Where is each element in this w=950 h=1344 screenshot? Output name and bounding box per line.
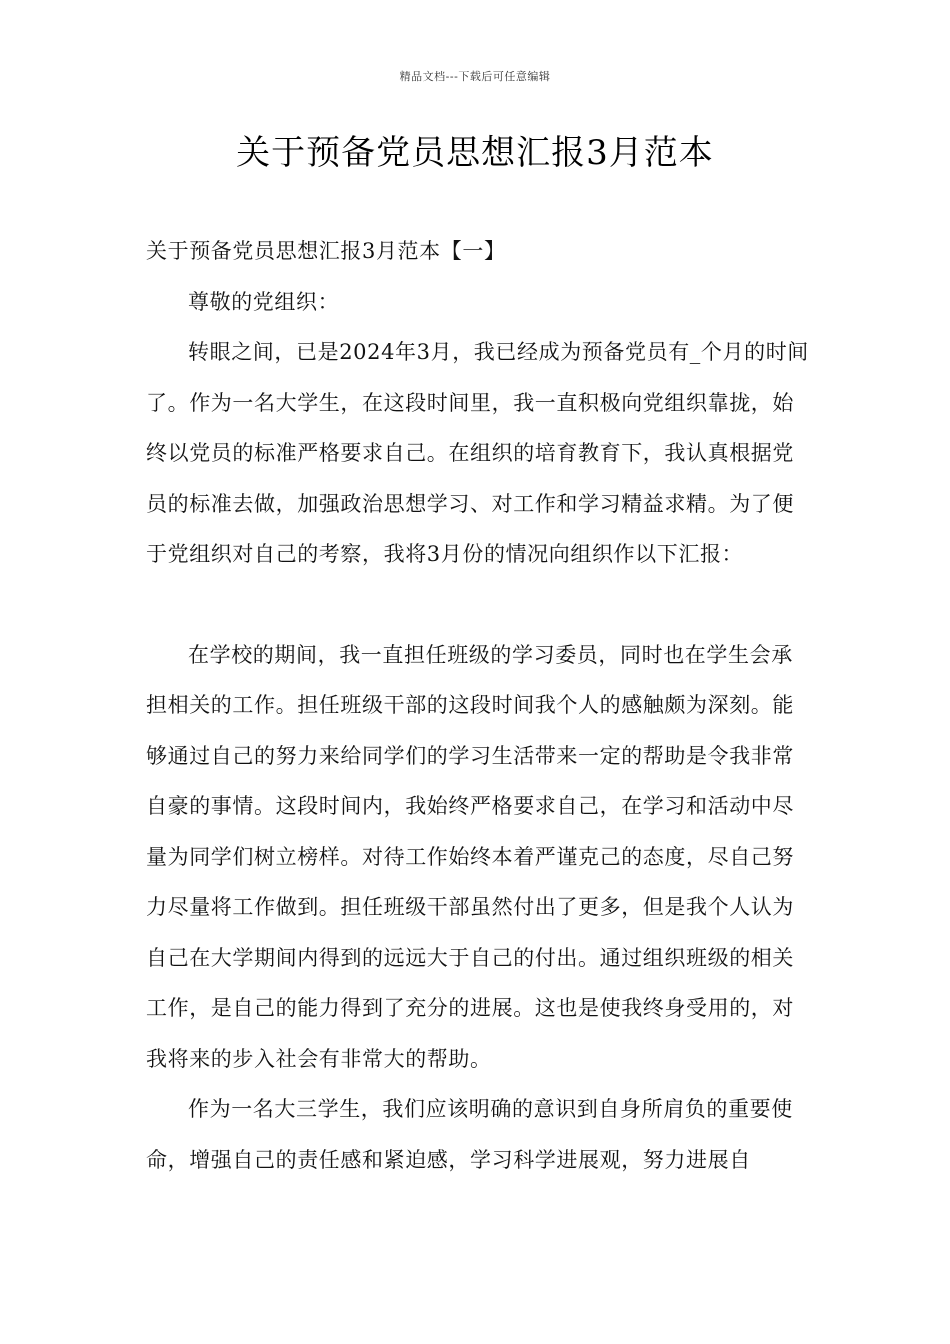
paragraph-2: 在学校的期间，我一直担任班级的学习委员，同时也在学生会承担相关的工作。担任班级干部的这段时间我个人的感触颇为深刻。能够通过自己的努力来给同学们的学习生活带来一定的帮助是令我非常自豪的事情。这段时间内，我始终严格要求自己，在学习和活动中尽量为同学们树立榜样。对待工作始终本着严谨克己的态度，尽自己努力尽量将工作做到。担任班级干部虽然付出了更多，但是我个人认为自己在大学期间内得到的远远大于自己的付出。通过组织班级的相关工作，是自己的能力得到了充分的进展。这也是使我终身受用的，对我将来的步入社会有非常大的帮助。 [146, 642, 794, 1071]
header-note: 精品文档---下载后可任意编辑 [399, 70, 551, 83]
salutation: 尊敬的党组织： [188, 289, 340, 314]
paragraph-1: 转眼之间，已是2024年3月，我已经成为预备党员有_个月的时间了。作为一名大学生，在这段时间里，我一直积极向党组织靠拢，始终以党员的标准严格要求自己。在组织的培育教育下，我认真根据党员的标准去做，加强政治思想学习、对工作和学习精益求精。为了便于党组织对自己的考察，我将3月份的情况向组织作以下汇报： [146, 340, 809, 566]
document-title: 关于预备党员思想汇报3月范本 [236, 133, 714, 173]
paragraph-gap [146, 580, 812, 630]
section-heading: 关于预备党员思想汇报3月范本【一】 [146, 239, 506, 263]
document-body [146, 226, 812, 1185]
paragraph-3: 作为一名大三学生，我们应该明确的意识到自身所肩负的重要使命，增强自己的责任感和紧迫感，学习科学进展观，努力进展自 [146, 1097, 793, 1172]
